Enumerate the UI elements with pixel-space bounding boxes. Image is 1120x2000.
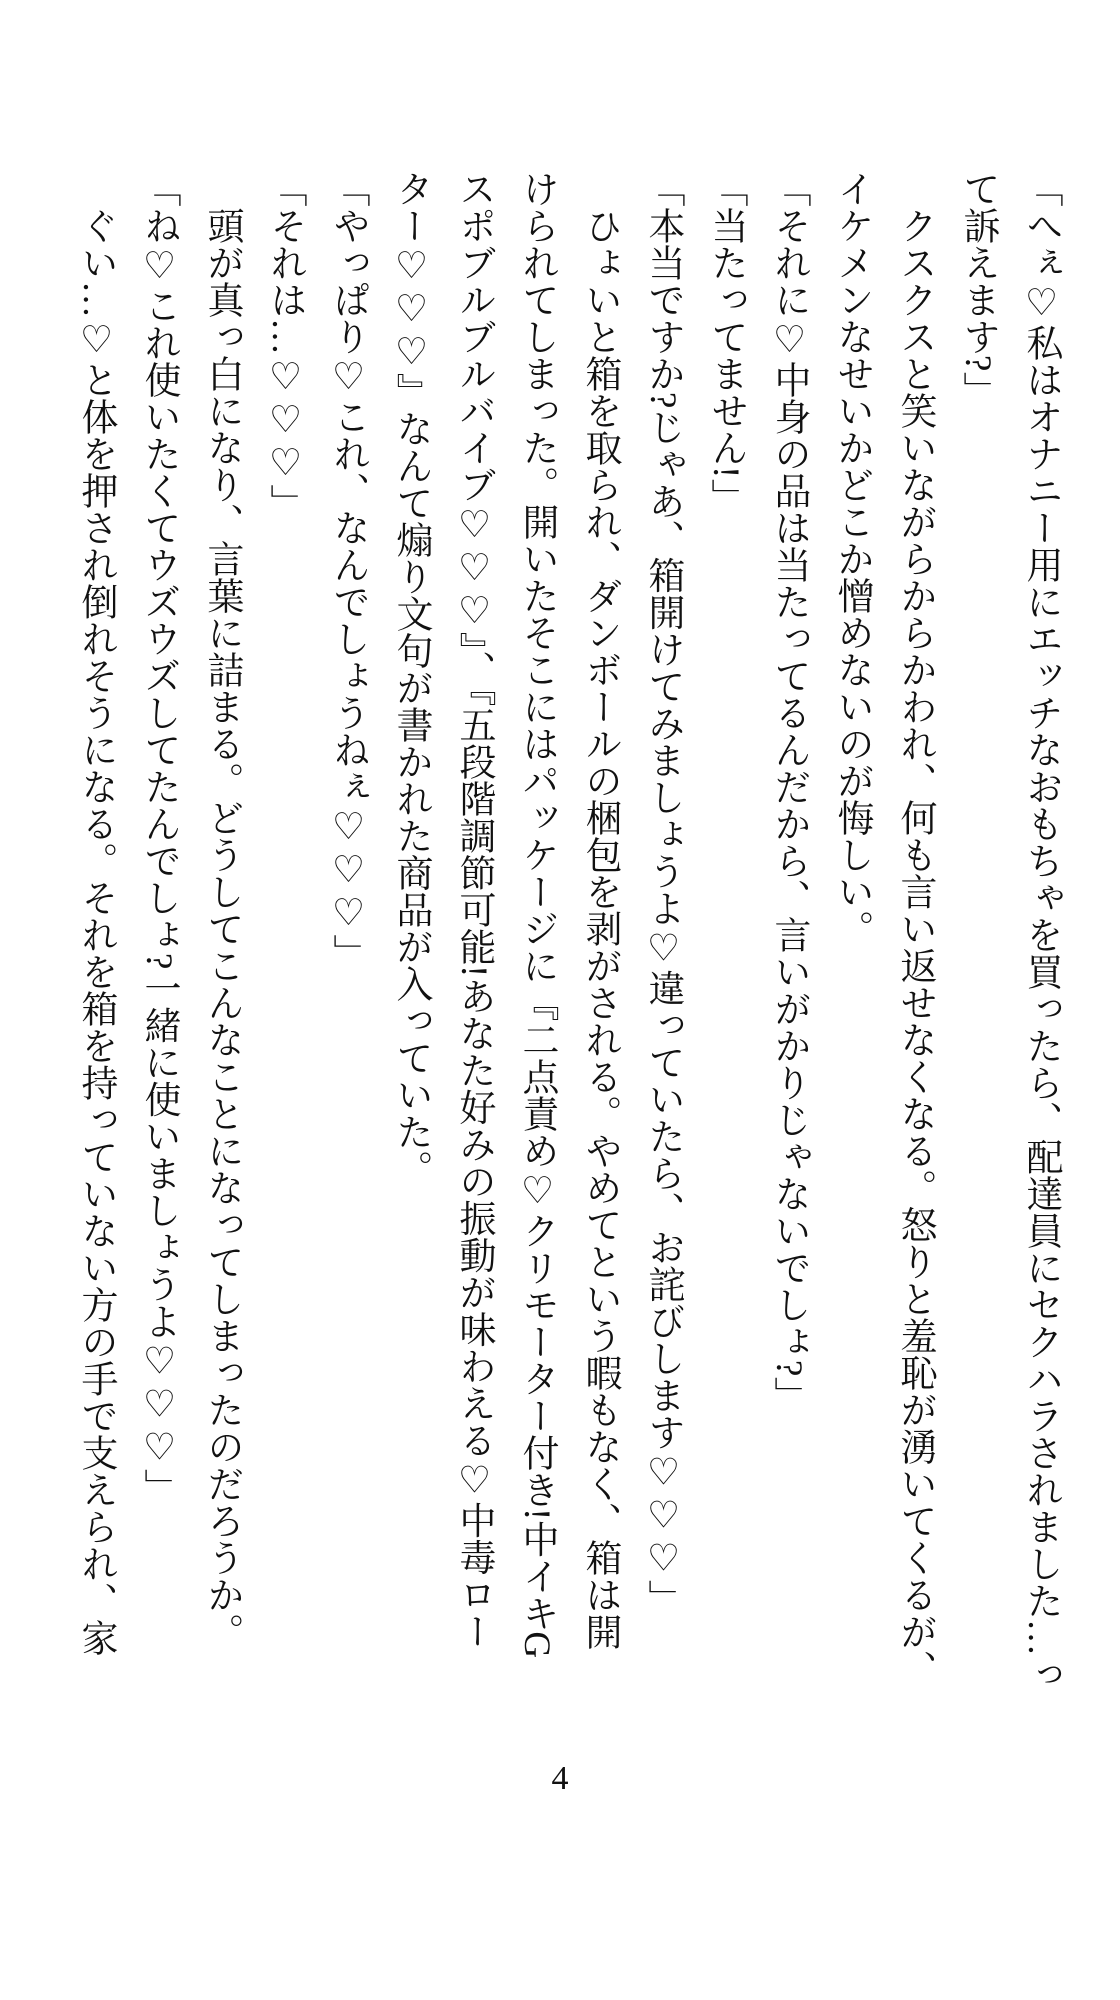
text-line: スポブルブルバイブ♡♡♡』、『五段階調節可能!あなた好みの振動が味わえる♡中毒ロー: [453, 170, 494, 1650]
text-line: 「やっぱり♡これ、なんでしょうねぇ♡♡♡」: [327, 170, 368, 971]
text-line: 「それに♡中身の品は当たってるんだから、言いがかりじゃないでしょ?」: [768, 170, 809, 1414]
text-line: 「当たってません!」: [705, 170, 746, 516]
text-line: 「それは…♡♡♡」: [264, 170, 305, 521]
text-line: ター♡♡♡』なんて煽り文句が書かれた商品が入っていた。: [390, 170, 431, 1187]
text-line: 「ね♡これ使いたくてウズウズしてたんでしょ?一緒に使いましょうよ♡♡♡」: [138, 170, 179, 1506]
page-number: 4: [551, 1760, 569, 1797]
text-line: イケメンなせいかどこか憎めないのが悔しい。: [831, 170, 872, 947]
text-line: けられてしまった。開いたそこにはパッケージに『二点責め♡クリモーター付き!中イキG: [516, 170, 557, 1659]
text-line: 「へぇ♡私はオナニー用にエッチなおもちゃを買ったら、配達員にセクハラされました…っ: [1020, 170, 1061, 1693]
text-line: クスクスと笑いながらからかわれ、何も言い返せなくなる。怒りと羞恥が湧いてくるが、: [894, 207, 935, 1687]
text-line: 「本当ですか?じゃあ、箱開けてみましょうよ♡違っていたら、お詫びします♡♡♡」: [642, 170, 683, 1617]
text-line: 頭が真っ白になり、言葉に詰まる。どうしてこんなことになってしまったのだろうか。: [201, 207, 242, 1650]
text-line: て訴えます?」: [957, 170, 998, 409]
text-columns: [64, 170, 1072, 1730]
text-line: ぐい…♡と体を押され倒れそうになる。それを箱を持っていない方の手で支えられ、家: [75, 207, 116, 1656]
text-line: ひょいと箱を取られ、ダンボールの梱包を剥がされる。やめてという暇もなく、箱は開: [579, 207, 620, 1650]
